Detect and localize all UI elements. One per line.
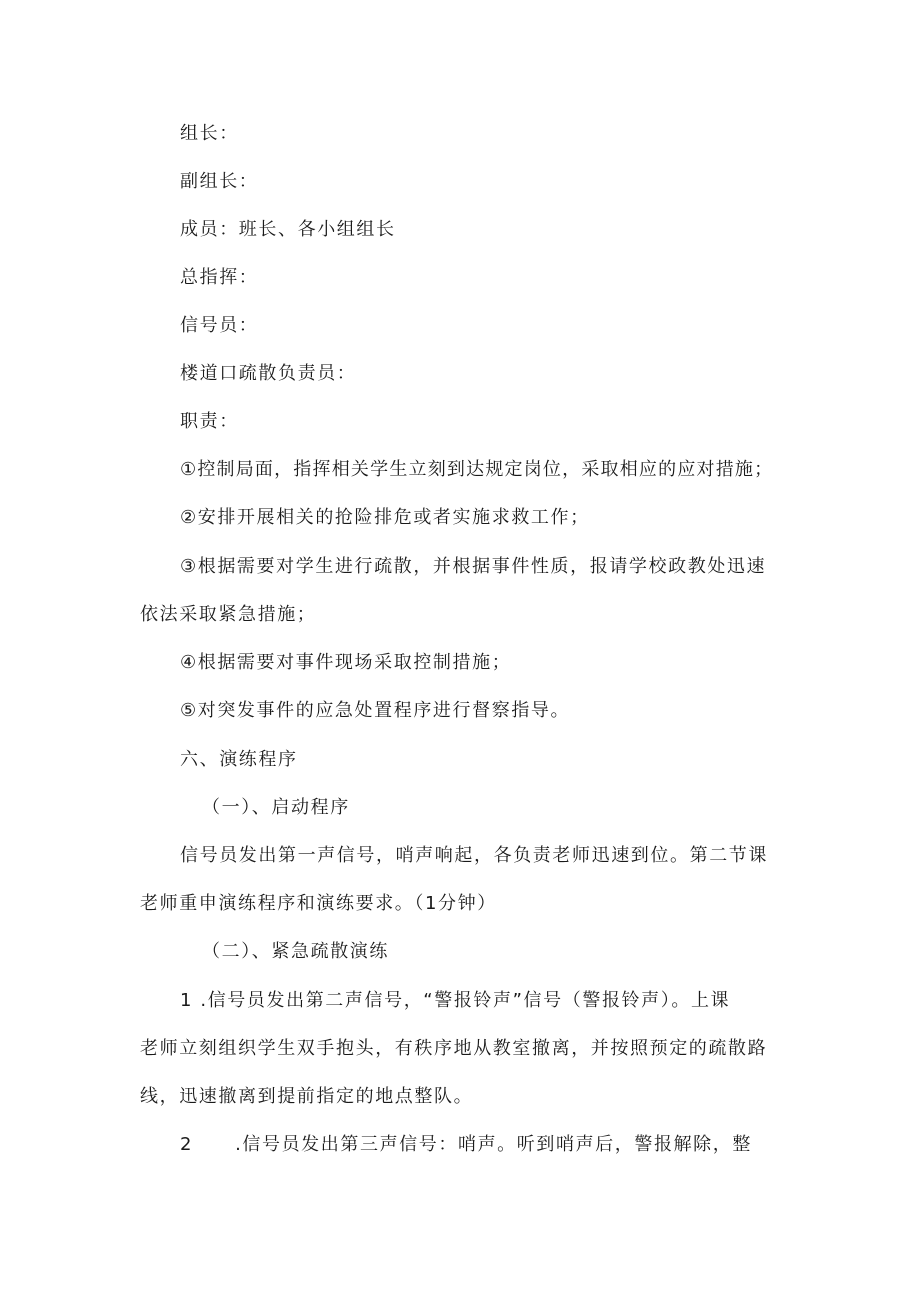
- line-group-leader: 组长：: [180, 123, 239, 144]
- evacuation-item-2: [180, 1133, 752, 1157]
- duty-item-3: ③根据需要对学生进行疏散，并根据事件性质，报请学校政教处迅速: [180, 556, 767, 577]
- duty-item-5: ⑤对突发事件的应急处置程序进行督察指导。: [180, 700, 571, 721]
- paragraph-start-1: 信号员发出第一声信号，哨声响起，各负责老师迅速到位。第二节课: [180, 845, 768, 866]
- line-commander: 总指挥：: [180, 267, 259, 288]
- section-heading-drill-procedure: 六、演练程序: [180, 749, 298, 770]
- evacuation-item-1-cont-2: 线，迅速撤离到提前指定的地点整队。: [140, 1086, 474, 1107]
- line-stairway-officer: 楼道口疏散负责员：: [180, 363, 357, 384]
- duty-item-2: ②安排开展相关的抢险排危或者实施求救工作；: [180, 507, 590, 528]
- evacuation-item-1: 1 .信号员发出第二声信号，“警报铃声”信号（警报铃声）。上课: [180, 990, 731, 1011]
- line-deputy-leader: 副组长：: [180, 171, 259, 192]
- line-signaler: 信号员：: [180, 315, 259, 336]
- duty-item-1: ①控制局面，指挥相关学生立刻到达规定岗位，采取相应的应对措施；: [180, 459, 774, 480]
- evacuation-item-2-text: .信号员发出第三声信号：哨声。听到哨声后，警报解除，整: [235, 1134, 752, 1155]
- paragraph-start-2: 老师重申演练程序和演练要求。（1分钟）: [140, 893, 497, 914]
- duty-item-4: ④根据需要对事件现场采取控制措施；: [180, 652, 512, 673]
- evacuation-item-2-number: 2: [180, 1134, 194, 1155]
- line-duties-heading: 职责：: [180, 411, 239, 432]
- subsection-heading-evacuation: （二）、紧急疏散演练: [202, 941, 389, 962]
- subsection-heading-start: （一）、启动程序: [202, 797, 350, 818]
- evacuation-item-1-cont-1: 老师立刻组织学生双手抱头，有秩序地从教室撤离，并按照预定的疏散路: [140, 1038, 768, 1059]
- duty-item-3-cont: 依法采取紧急措施；: [140, 604, 317, 625]
- line-members: 成员：班长、各小组组长: [180, 219, 396, 240]
